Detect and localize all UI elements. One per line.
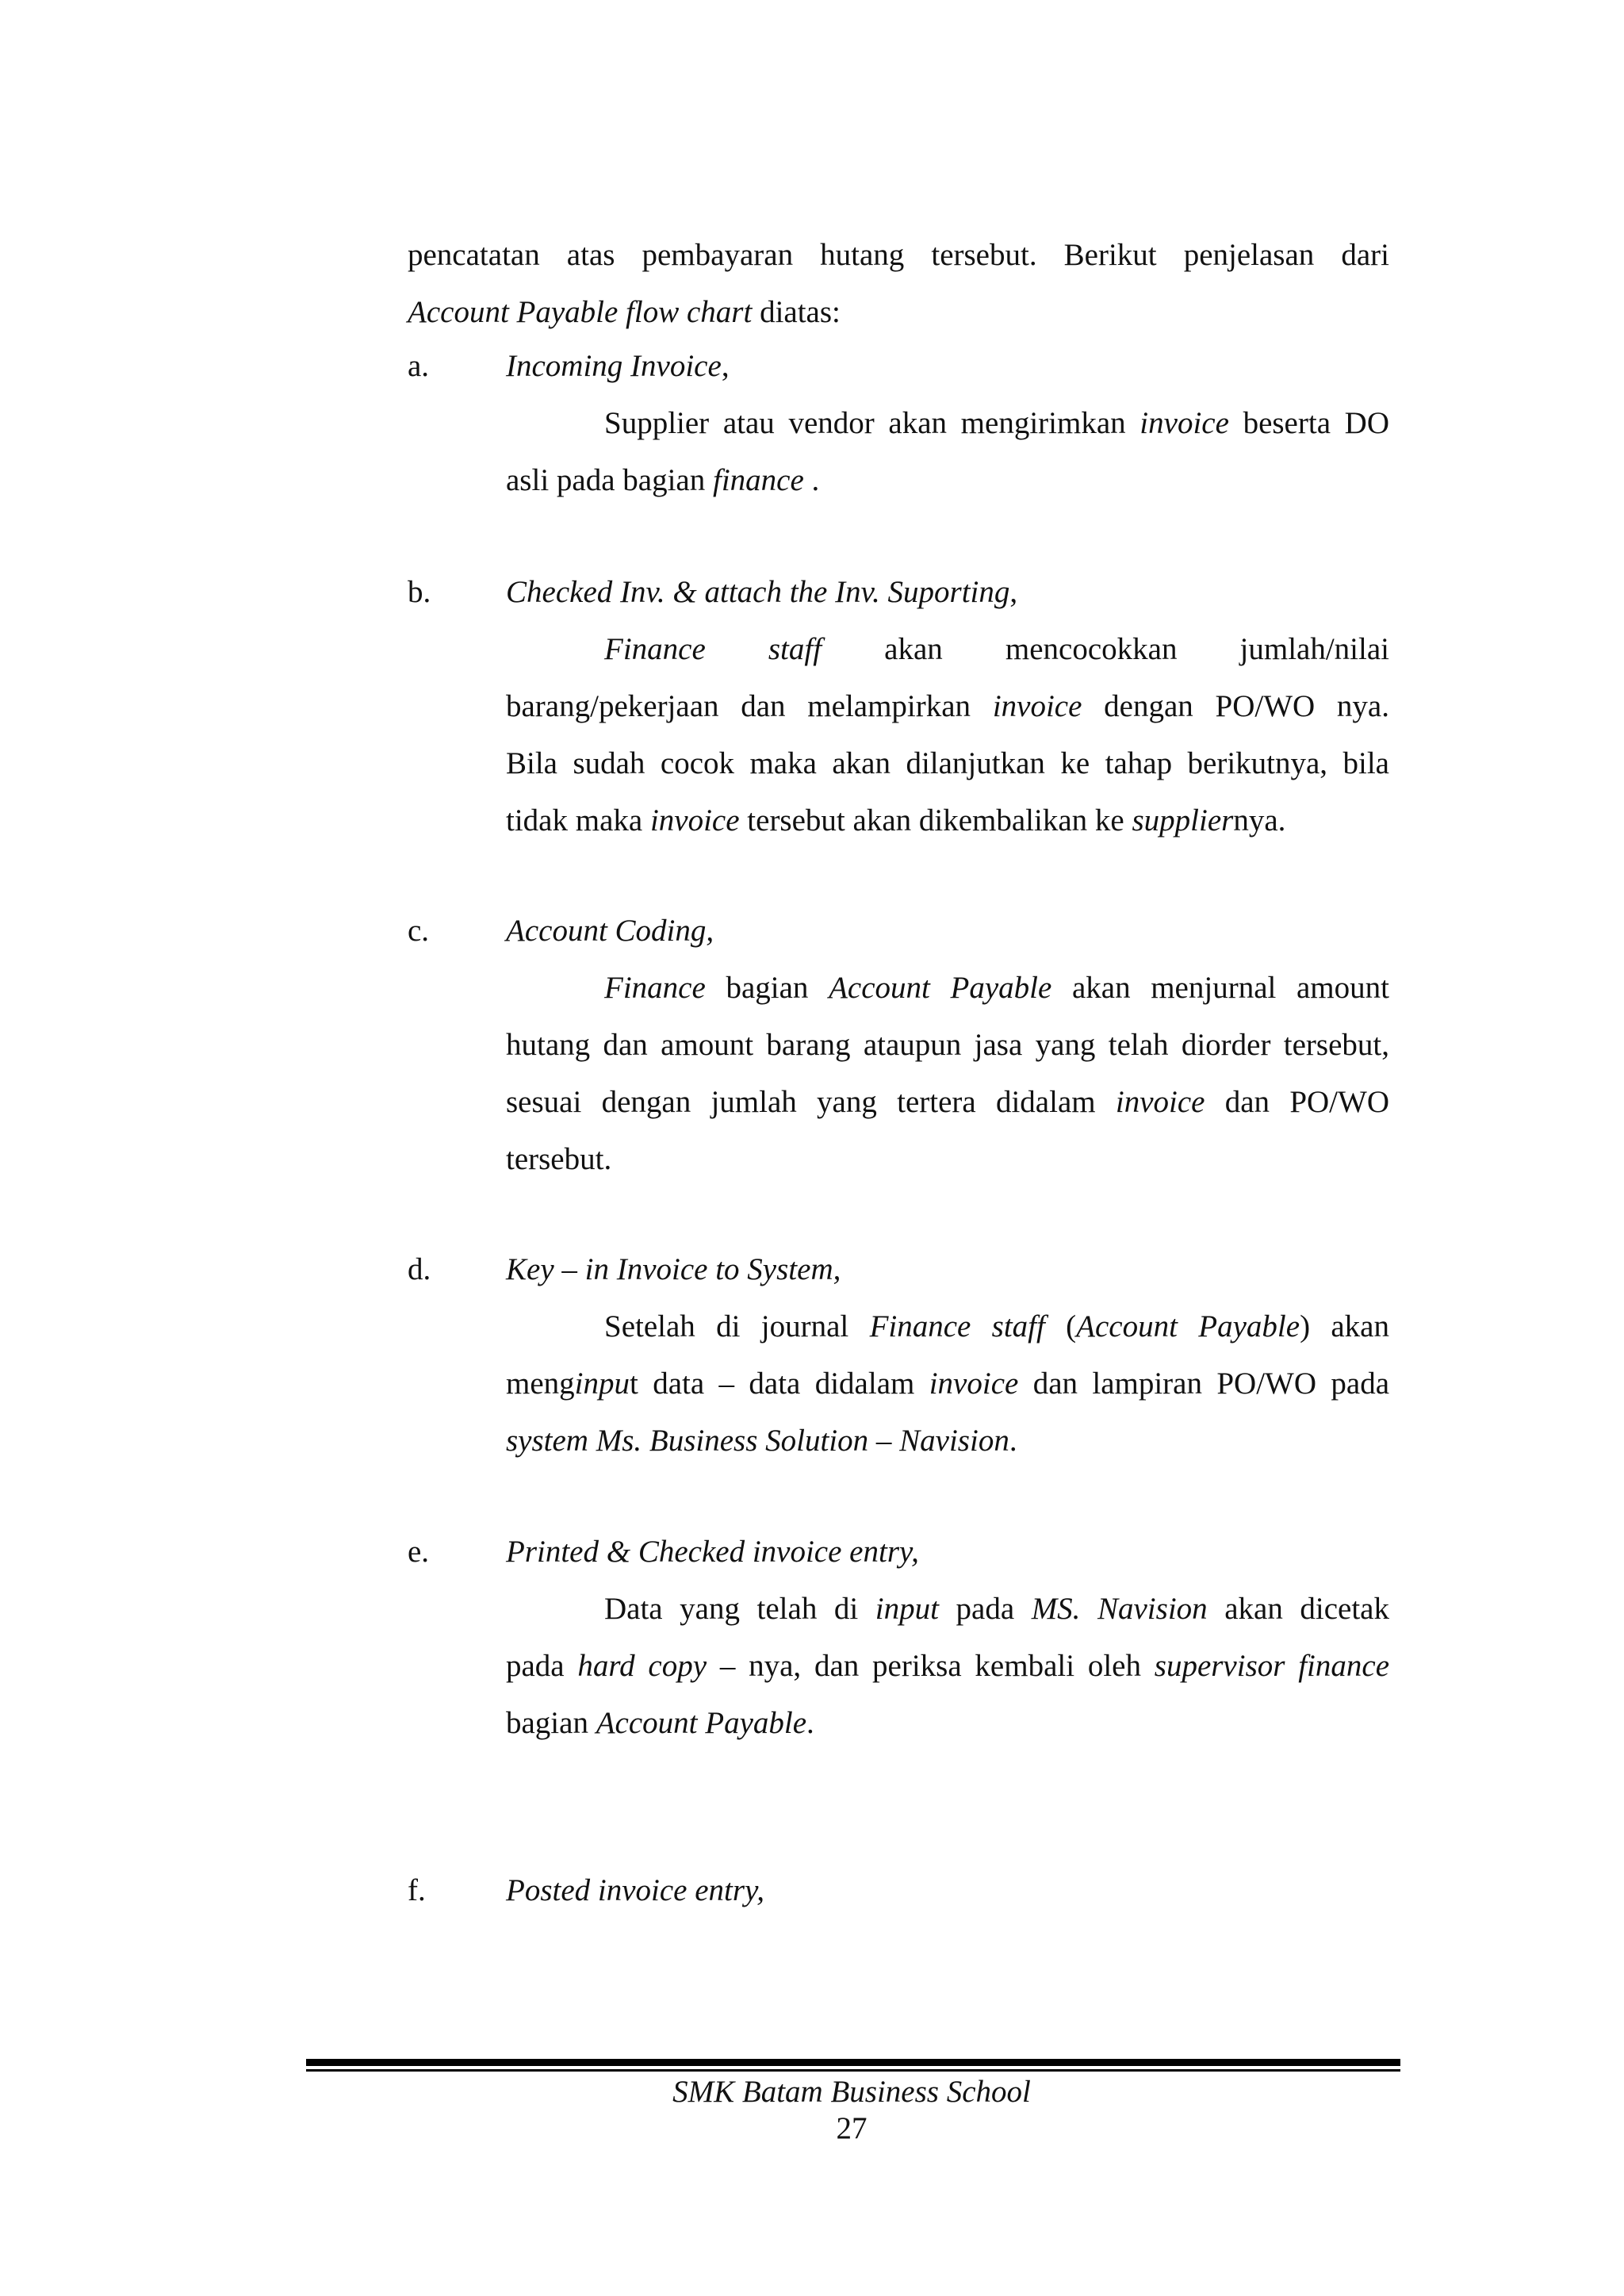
item-d-l1-pre: Setelah di journal <box>604 1309 870 1343</box>
item-d-l3-italic: system Ms. Business Solution – Navision <box>506 1424 1009 1458</box>
item-d-l2-pre: meng <box>506 1366 575 1401</box>
item-d-letter: d. <box>408 1252 431 1286</box>
item-a-body <box>506 395 1389 509</box>
item-c-line-2: hutang dan amount barang ataupun jasa yang telah diorder tersebut, <box>506 1028 1389 1062</box>
item-b-l1-post: akan mencocokkan jumlah/nilai <box>822 632 1389 666</box>
item-c-body <box>506 960 1389 1188</box>
item-e-l2-italic: hard copy <box>577 1649 707 1683</box>
item-d-line-1 <box>506 1298 1389 1355</box>
item-c-title: Account Coding, <box>506 914 714 948</box>
item-d-l2-italic-2: invoice <box>929 1366 1019 1401</box>
item-d-l2-italic: inpu <box>574 1366 630 1401</box>
item-e-l3-pre: bagian <box>506 1706 596 1740</box>
item-c-line-1 <box>506 960 1389 1017</box>
item-a-l1-pre: Supplier atau vendor akan mengirimkan <box>604 406 1140 440</box>
item-d-l1-italic-2: Account Payable <box>1076 1309 1300 1343</box>
item-e-line-1 <box>506 1581 1389 1638</box>
item-d-l2-mid: t data – data didalam <box>630 1366 929 1401</box>
item-b-l4-italic: invoice <box>649 803 740 838</box>
item-a-letter: a. <box>408 349 430 383</box>
item-b-line-3: Bila sudah cocok maka akan dilanjutkan ke tahap berikutnya, bila <box>506 746 1389 780</box>
item-b-line-4 <box>506 792 1389 849</box>
item-b-title-italic: Checked Inv. & attach the Inv. Suporting <box>506 575 1010 609</box>
item-e-letter: e. <box>408 1535 430 1569</box>
item-e-l3-italic: Account Payable <box>596 1706 807 1740</box>
intro-line-1: pencatatan atas pembayaran hutang tersebut. Berikut penjelasan dari <box>408 238 1389 272</box>
item-b-l4-mid: tersebut akan dikembalikan ke <box>739 803 1132 838</box>
item-b-l4-italic-2: supplier <box>1132 803 1234 838</box>
item-a-title-italic: Incoming Invoice <box>506 349 722 383</box>
item-e-l1-pre: Data yang telah di <box>604 1592 875 1626</box>
item-b-letter: b. <box>408 575 431 609</box>
intro-line-2 <box>408 284 1389 341</box>
item-c-line-4: tersebut. <box>506 1142 612 1176</box>
item-e-line-3 <box>506 1695 1389 1752</box>
item-b-title <box>506 564 1017 621</box>
item-d-l1-post: ) akan <box>1300 1309 1389 1343</box>
item-b-l4-pre: tidak maka <box>506 803 650 838</box>
item-c-line-3 <box>506 1074 1389 1131</box>
item-c-l1-post: akan menjurnal amount <box>1051 971 1389 1005</box>
item-b-title-comma: , <box>1009 575 1018 609</box>
item-d-title: Key – in Invoice to System, <box>506 1252 841 1286</box>
intro-line-2-rest: diatas: <box>752 295 841 329</box>
item-e-l2-pre: pada <box>506 1649 578 1683</box>
item-d-l2-post: dan lampiran PO/WO pada <box>1018 1366 1390 1401</box>
item-e-l2-italic-2: supervisor finance <box>1154 1649 1389 1683</box>
item-e-l1-post: akan dicetak <box>1207 1592 1389 1626</box>
item-b-line-1 <box>506 621 1389 678</box>
item-c-l3-italic: invoice <box>1115 1085 1205 1119</box>
item-e-title: Printed & Checked invoice entry, <box>506 1535 919 1569</box>
item-b-l2-italic: invoice <box>992 689 1082 723</box>
item-d-line-3 <box>506 1412 1389 1470</box>
item-f-title: Posted invoice entry, <box>506 1873 764 1907</box>
item-a-l2-post: . <box>803 463 820 497</box>
footer-rule-thick <box>306 2059 1400 2066</box>
item-e-l2-mid: – nya, dan periksa kembali oleh <box>707 1649 1155 1683</box>
intro-line-2-italic: Account Payable flow chart <box>408 295 753 329</box>
item-a-l2-pre: asli pada bagian <box>506 463 713 497</box>
item-a-title-comma: , <box>721 349 730 383</box>
item-b-l2-pre: barang/pekerjaan dan melampirkan <box>506 689 993 723</box>
item-c-l1-mid: bagian <box>705 971 829 1005</box>
item-c-letter: c. <box>408 914 430 948</box>
item-b-body <box>506 621 1389 849</box>
item-e-l1-italic: input <box>875 1592 939 1626</box>
item-e-l1-mid: pada <box>938 1592 1032 1626</box>
item-e-l3-post: . <box>806 1706 814 1740</box>
item-f-letter: f. <box>408 1873 426 1907</box>
item-e-line-2 <box>506 1638 1389 1695</box>
item-d-l1-italic: Finance staff <box>869 1309 1045 1343</box>
footer-school-name: SMK Batam Business School <box>672 2075 1031 2109</box>
item-d-body <box>506 1298 1389 1470</box>
item-d-line-2 <box>506 1355 1389 1412</box>
item-c-l1-italic-2: Account Payable <box>829 971 1052 1005</box>
item-a-l2-italic: finance <box>712 463 804 497</box>
item-a-l1-post: beserta DO <box>1228 406 1389 440</box>
item-a-title <box>506 338 730 395</box>
item-d-l3-post: . <box>1009 1424 1017 1458</box>
item-a-l1-italic: invoice <box>1139 406 1229 440</box>
page-number: 27 <box>836 2111 868 2145</box>
item-b-line-2 <box>506 678 1389 735</box>
item-e-l1-italic-2: MS. Navision <box>1031 1592 1208 1626</box>
item-c-l3-post: dan PO/WO <box>1205 1085 1389 1119</box>
item-e-body <box>506 1581 1389 1752</box>
item-c-l1-italic: Finance <box>604 971 706 1005</box>
item-b-l2-post: dengan PO/WO nya. <box>1082 689 1389 723</box>
item-d-l1-mid: ( <box>1044 1309 1077 1343</box>
item-b-l4-post: nya. <box>1233 803 1286 838</box>
intro-paragraph <box>408 227 1389 341</box>
item-b-l1-italic: Finance staff <box>604 632 822 666</box>
item-a-line-1 <box>506 395 1389 452</box>
item-c-l3-pre: sesuai dengan jumlah yang tertera didalam <box>506 1085 1116 1119</box>
item-a-line-2 <box>506 452 1389 509</box>
